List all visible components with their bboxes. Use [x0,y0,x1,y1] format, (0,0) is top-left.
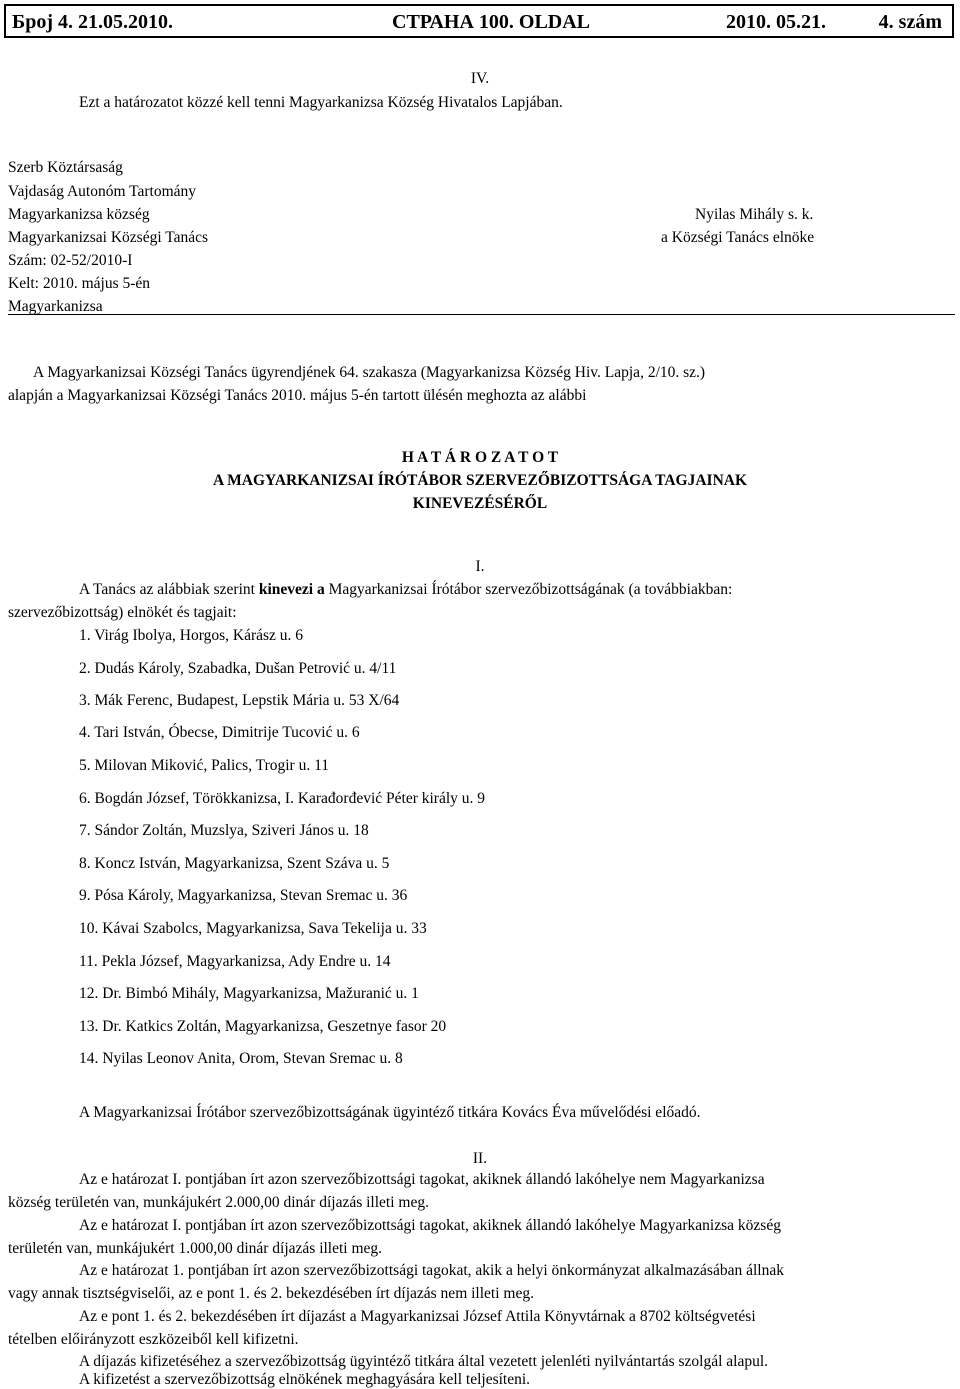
section1-intro [79,581,732,599]
list-item: 12. Dr. Bimbó Mihály, Magyarkanizsa, Mažuranić u. 1 [79,985,419,1002]
section1-intro-line2: szervezőbizottság) elnökét és tagjait: [8,604,237,621]
header-center: СТРАНА 100. OLDAL [392,11,591,33]
divider-line [8,314,955,315]
list-item: 10. Kávai Szabolcs, Magyarkanizsa, Sava Tekelija u. 33 [79,920,427,937]
signatory-title: a Községi Tanács elnöke [661,229,815,246]
header-right-date: 2010. 05.21. [726,11,826,33]
list-item: 13. Dr. Katkics Zoltán, Magyarkanizsa, Geszetnye fasor 20 [79,1018,447,1035]
publish-note: Ezt a határozatot közzé kell tenni Magyarkanizsa Község Hivatalos Lapjában. [79,94,563,111]
list-item: 9. Pósa Károly, Magyarkanizsa, Stevan Sremac u. 36 [79,887,408,904]
section2-p6: A kifizetést a szervezőbizottság elnökének meghagyására kell teljesíteni. [79,1371,531,1388]
list-item: 7. Sándor Zoltán, Muzslya, Sziveri János u. 18 [79,822,369,839]
issuer-line: Szám: 02-52/2010-I [8,252,133,269]
section2-p3-line2: vagy annak tisztségviselői, az e pont 1. és 2. bekezdésében írt díjazás nem illeti meg. [8,1285,534,1302]
issuer-line: Kelt: 2010. május 5-én [8,275,151,292]
secretary-note: A Magyarkanizsai Írótábor szervezőbizottságának ügyintéző titkára Kovács Éva művelődési előadó. [79,1104,701,1121]
section2-p3-line1: Az e határozat 1. pontjában írt azon szervezőbizottsági tagokat, akik a helyi önkormányzat alkalmazásában állnak [79,1262,784,1279]
preamble-line-2: alapján a Magyarkanizsai Községi Tanács 2010. május 5-én tartott ülésén meghozta az alábbi [8,387,587,404]
preamble-line-1: A Magyarkanizsai Községi Tanács ügyrendjének 64. szakasza (Magyarkanizsa Község Hiv. Lapja, 2/10. sz.) [33,364,706,381]
decision-title: H A T Á R O Z A T O T [401,449,559,466]
list-item: 1. Virág Ibolya, Horgos, Kárász u. 6 [79,627,304,644]
issuer-line: Szerb Köztársaság [8,159,123,176]
decision-subtitle-2: KINEVEZÉSÉRŐL [412,495,548,512]
page-header [4,4,954,38]
section2-p1-line2: község területén van, munkájukért 2.000,00 dinár díjazás illeti meg. [8,1194,429,1211]
section2-p4-line1: Az e pont 1. és 2. bekezdésében írt díjazást a Magyarkanizsai József Attila Könyvtárnak a 8702 költségvetési [79,1308,756,1325]
intro-bold: kinevezi a [258,581,325,598]
section2-p4-line2: tételben előirányzott eszközeiből kell kifizetni. [8,1331,299,1348]
list-item: 5. Milovan Miković, Palics, Trogir u. 11 [79,757,330,774]
signatory-name: Nyilas Mihály s. k. [695,206,814,223]
issuer-line: Magyarkanizsa község [8,206,150,223]
issuer-line: Magyarkanizsai Községi Tanács [8,229,209,246]
list-item: 4. Tari István, Óbecse, Dimitrije Tucović u. 6 [79,724,360,741]
header-right-num: 4. szám [878,11,942,33]
section2-p1-line1: Az e határozat I. pontjában írt azon szervezőbizottsági tagokat, akiknek állandó lakóhelye nem Magyarkanizsa [79,1171,765,1188]
header-left: Број 4. 21.05.2010. [12,11,174,33]
list-item: 2. Dudás Károly, Szabadka, Dušan Petrović u. 4/11 [79,660,397,677]
intro-text-cont: Magyarkanizsai Írótábor szervezőbizottságának (a továbbiakban: [324,581,733,598]
section2-p5: A díjazás kifizetéséhez a szervezőbizottság ügyintéző titkára által vezetett jelenléti nyilvántartás szolgál alapul. [79,1353,769,1370]
list-item: 3. Mák Ferenc, Budapest, Lepstik Mária u. 53 X/64 [79,692,400,709]
list-item: 6. Bogdán József, Törökkanizsa, I. Karađorđević Péter király u. 9 [79,790,486,807]
section2-p2-line2: területén van, munkájukért 1.000,00 dinár díjazás illeti meg. [8,1240,383,1257]
intro-text: A Tanács az alábbiak szerint [79,581,259,598]
issuer-line: Vajdaság Autonóm Tartomány [8,183,197,200]
list-item: 8. Koncz István, Magyarkanizsa, Szent Száva u. 5 [79,855,390,872]
list-item: 11. Pekla József, Magyarkanizsa, Ady Endre u. 14 [79,953,391,970]
roman-numeral-iv: IV. [470,70,490,87]
list-item: 14. Nyilas Leonov Anita, Orom, Stevan Sremac u. 8 [79,1050,403,1067]
decision-subtitle: A MAGYARKANIZSAI ÍRÓTÁBOR SZERVEZŐBIZOTTSÁGA TAGJAINAK [212,472,748,489]
section-numeral-i: I. [475,558,485,575]
section-numeral-ii: II. [472,1150,488,1167]
section2-p2-line1: Az e határozat I. pontjában írt azon szervezőbizottsági tagokat, akiknek állandó lakóhelye Magyarkanizsa község [79,1217,781,1234]
issuer-line: Magyarkanizsa [8,298,103,315]
